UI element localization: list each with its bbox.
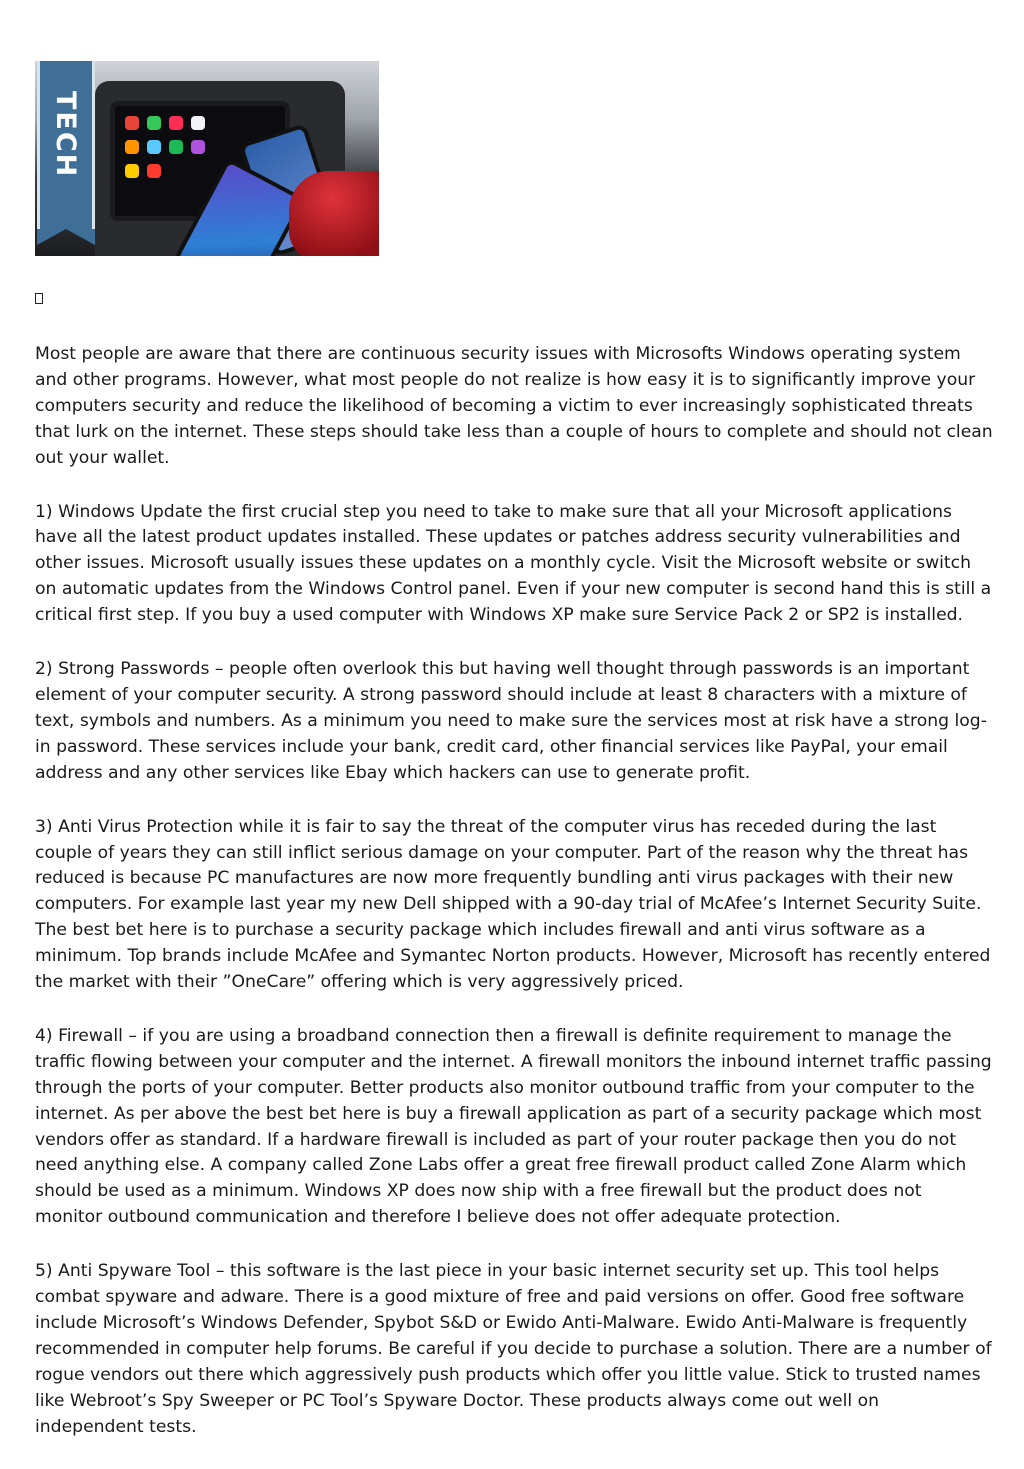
app-tile bbox=[191, 116, 205, 130]
ribbon-tail bbox=[37, 229, 95, 245]
paragraph-anti-spyware: 5) Anti Spyware Tool – this software is the last piece in your basic internet security set up. This tool helps combat spyware and adware. There is a good mixture of free and paid versions on offer. Good free software include Microsoft’s Windows Defender, Spybot S&D or Ewido Anti-Malware. Ewido Anti-Malware is frequently recommended in computer help forums. Be careful if you decide to purchase a solution. There are a number of rogue vendors out there which aggressively push products which offer you little value. Stick to trusted names like Webroot’s Spy Sweeper or PC Tool’s Spyware Doctor. These products always come out well on independent tests. bbox=[35, 1261, 992, 1437]
ribbon-label: TECH bbox=[50, 91, 81, 179]
missing-glyph-icon bbox=[35, 293, 43, 304]
app-tile bbox=[125, 116, 139, 130]
red-car-image bbox=[289, 171, 379, 256]
app-tile bbox=[169, 140, 183, 154]
paragraph-anti-virus: 3) Anti Virus Protection while it is fair to say the threat of the computer virus has receded during the last couple of years they can still inflict serious damage on your computer. Part of the reason why the threat has reduced is because PC manufactures are now more frequently bundling anti virus packages with their new computers. For example last year my new Dell shipped with a 90-day trial of McAfee’s Internet Security Suite. The best bet here is to purchase a security package which includes firewall and anti virus software as a minimum. Top brands include McAfee and Symantec Norton products. However, Microsoft has recently entered the market with their ”OneCare” offering which is very aggressively priced. bbox=[35, 816, 991, 993]
tech-ribbon bbox=[37, 61, 95, 229]
paragraph-firewall bbox=[35, 1024, 993, 1231]
app-tile bbox=[191, 140, 205, 154]
firewall-text-before: 4) Firewall – if you are using a broadband connection then a firewall is definite requirement to manage the traffic flowing between your computer and the internet. A firewall monitors the inbound internet traffic passing through the ports of your computer. Better products also monitor outbound traffic from your computer to the internet. As per above the best bet here is buy a firewall application as part of a security package bbox=[35, 1025, 992, 1124]
article-body bbox=[35, 342, 993, 1469]
app-tile bbox=[125, 140, 139, 154]
app-tile bbox=[169, 116, 183, 130]
app-tile bbox=[125, 164, 139, 178]
paragraph-windows-update: 1) Windows Update the first crucial step you need to take to make sure that all your Microsoft applications have all the latest product updates installed. These updates or patches address security vulnerabilities and other issues. Microsoft usually issues these updates on a monthly cycle. Visit the Microsoft website or switch on automatic updates from the Windows Control panel. Even if your new computer is second hand this is still a critical first step. If you buy a used computer with Windows XP make sure Service Pack 2 or SP2 is installed. bbox=[35, 501, 992, 626]
app-tile bbox=[147, 116, 161, 130]
document-page bbox=[35, 61, 993, 1437]
hero-image bbox=[35, 61, 379, 256]
paragraph-strong-passwords: 2) Strong Passwords – people often overlook this but having well thought through passwords is an important element of your computer security. A strong password should include at least 8 characters with a mixture of text, symbols and numbers. As a minimum you need to make sure the services most at risk have a strong log-in password. These services include your bank, credit card, other financial services like PayPal, your email address and any other services like Ebay which hackers can use to generate profit. bbox=[35, 659, 987, 783]
app-tile bbox=[147, 164, 161, 178]
app-tile bbox=[147, 140, 161, 154]
intro-paragraph: Most people are aware that there are continuous security issues with Microsofts Windows operating system and other programs. However, what most people do not realize is how easy it is to significantly improve your computers security and reduce the likelihood of becoming a victim to ever increasingly sophisticated threats that lurk on the internet. These steps should take less than a couple of hours to complete and should not clean out your wallet. bbox=[35, 344, 993, 468]
firewall-text-after: which most vendors offer as standard. If a hardware firewall is included as part of your router package then you do not need anything else. A company called Zone Labs offer a great free firewall product called Zone Alarm which should be used as a minimum. Windows XP does now ship with a free firewall but the product does not monitor outbound communication and therefore I believe does not offer adequate protection. bbox=[35, 1103, 982, 1228]
